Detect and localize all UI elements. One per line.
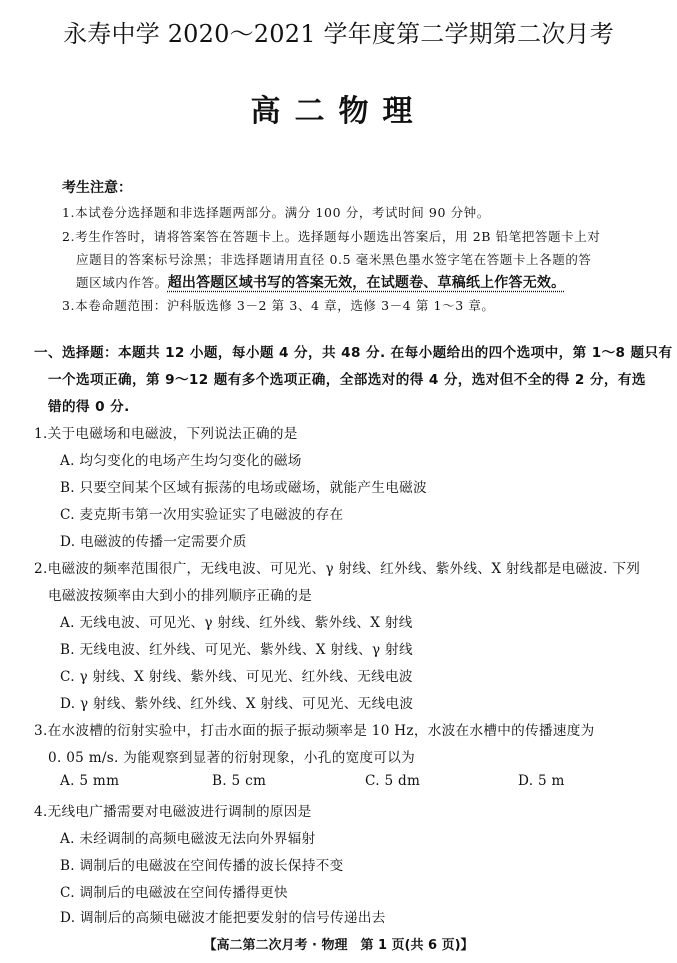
notice-item-1: 1.本试卷分选择题和非选择题两部分。满分 100 分，考试时间 90 分钟。	[62, 205, 490, 220]
question-1-option-b: B. 只要空间某个区域有振荡的电场或磁场，就能产生电磁波	[60, 480, 427, 496]
question-1-option-c: C. 麦克斯韦第一次用实验证实了电磁波的存在	[60, 507, 344, 523]
question-2-option-c: C. γ 射线、X 射线、紫外线、可见光、红外线、无线电波	[60, 669, 413, 685]
question-4-option-d: D. 调制后的高频电磁波才能把要发射的信号传递出去	[60, 910, 386, 926]
notice-item-2-line-1: 2.考生作答时，请将答案答在答题卡上。选择题每小题选出答案后，用 2B 铅笔把答题卡上对	[62, 229, 601, 244]
section-1-intro-line-3: 错的得 0 分.	[48, 399, 130, 415]
question-4-option-c: C. 调制后的电磁波在空间传播得更快	[60, 885, 288, 901]
page-footer: 【高二第二次月考 · 物理 第 1 页(共 6 页)】	[203, 938, 474, 953]
question-3-option-c: C. 5 dm	[365, 773, 421, 789]
question-1-stem: 1.关于电磁场和电磁波，下列说法正确的是	[34, 426, 298, 442]
question-2-stem-line-2: 电磁波按频率由大到小的排列顺序正确的是	[48, 588, 312, 604]
notice-item-2-line-2: 应题目的答案标号涂黑；非选择题请用直径 0.5 毫米黑色墨水签字笔在答题卡上各题的答	[76, 252, 592, 267]
question-4-stem: 4.无线电广播需要对电磁波进行调制的原因是	[34, 804, 312, 820]
question-3-option-b: B. 5 cm	[212, 773, 267, 789]
notice-item-2-line-3-text: 题区域内作答。	[76, 275, 168, 290]
question-2-option-a: A. 无线电波、可见光、γ 射线、红外线、紫外线、X 射线	[60, 615, 413, 631]
question-3-stem-line-2: 0. 05 m/s. 为能观察到显著的衍射现象，小孔的宽度可以为	[48, 750, 416, 766]
question-2-option-b: B. 无线电波、红外线、可见光、紫外线、X 射线、γ 射线	[60, 642, 413, 658]
notice-emphasis: 超出答题区域书写的答案无效，在试题卷、草稿纸上作答无效。	[167, 275, 566, 291]
question-1-option-d: D. 电磁波的传播一定需要介质	[60, 534, 247, 550]
question-3-stem-line-1: 3.在水波槽的衍射实验中，打击水面的振子振动频率是 10 Hz，水波在水槽中的传播速度为	[34, 723, 595, 739]
question-1-option-a: A. 均匀变化的电场产生均匀变化的磁场	[60, 453, 302, 469]
notice-item-3: 3.本卷命题范围：沪科版选修 3－2 第 3、4 章，选修 3－4 第 1～3 章。	[62, 298, 495, 313]
section-1-intro-line-2: 一个选项正确，第 9～12 题有多个选项正确，全部选对的得 4 分，选对但不全的得 2 分，有选	[48, 372, 646, 388]
school-title: 永寿中学 2020～2021 学年度第二学期第二次月考	[63, 20, 614, 48]
question-2-stem-line-1: 2.电磁波的频率范围很广，无线电波、可见光、γ 射线、红外线、紫外线、X 射线都是电磁波. 下列	[34, 561, 641, 577]
question-2-option-d: D. γ 射线、紫外线、红外线、X 射线、可见光、无线电波	[60, 696, 414, 712]
notice-heading: 考生注意：	[62, 180, 132, 196]
question-3-option-a: A. 5 mm	[60, 773, 120, 789]
notice-item-2-line-3	[76, 272, 565, 292]
question-4-option-a: A. 未经调制的高频电磁波无法向外界辐射	[60, 831, 316, 847]
section-1-intro-line-1: 一、选择题：本题共 12 小题，每小题 4 分，共 48 分. 在每小题给出的四个选项中，第 1～8 题只有	[34, 345, 673, 361]
question-3-option-d: D. 5 m	[518, 773, 565, 789]
subject-title: 高二物理	[250, 94, 427, 129]
question-4-option-b: B. 调制后的电磁波在空间传播的波长保持不变	[60, 858, 344, 874]
